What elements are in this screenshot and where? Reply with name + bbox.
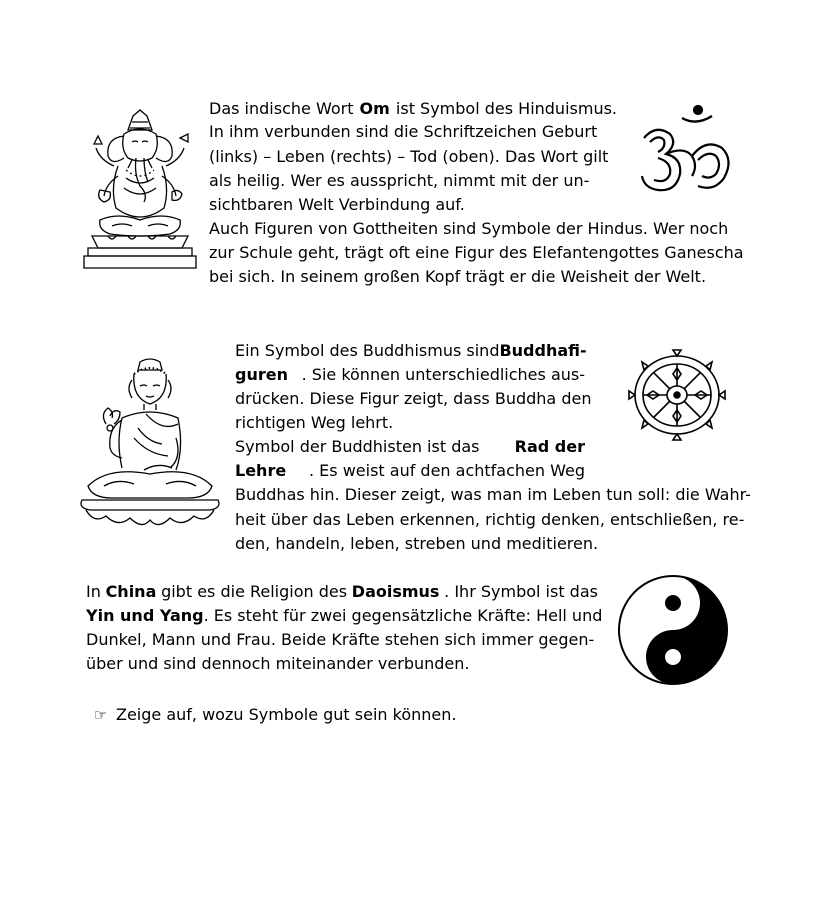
rad-der-lehre-term-end: Lehre [235, 461, 287, 480]
hinduism-line-8: bei sich. In seinem großen Kopf trägt er die Weisheit der Welt. [209, 267, 707, 286]
hinduism-line-5: sichtbaren Welt Verbindung auf. [209, 195, 465, 214]
wheel-of-dharma-icon [624, 346, 730, 444]
om-symbol-image [636, 104, 736, 200]
buddhism-line-7: Buddhas hin. Dieser zeigt, was man im Leben tun soll: die Wahr- [235, 485, 751, 504]
buddhism-line-4: richtigen Weg lehrt. [235, 413, 394, 432]
hinduism-line-6: Auch Figuren von Gottheiten sind Symbole der Hindus. Wer noch [209, 219, 729, 238]
rad-der-lehre-term: Rad der [514, 437, 585, 456]
buddhafiguren-term-end: guren [235, 365, 288, 384]
daoism-line-1 [86, 580, 598, 603]
pointing-hand-icon: ☞ [94, 706, 108, 724]
daoism-line-3: Dunkel, Mann und Frau. Beide Kräfte stehen sich immer gegen- [86, 630, 595, 649]
text: ist Symbol des Hinduismus. [395, 99, 617, 118]
task-text: Zeige auf, wozu Symbole gut sein können. [116, 705, 457, 724]
yin-yang-icon [614, 572, 732, 688]
text: Das indische Wort [209, 99, 354, 118]
hinduism-line-4: als heilig. Wer es ausspricht, nimmt mit der un- [209, 171, 590, 190]
hinduism-line-3: (links) – Leben (rechts) – Tod (oben). Das Wort gilt [209, 147, 609, 166]
buddhism-line-2 [235, 363, 585, 386]
hinduism-line-2: In ihm verbunden sind die Schriftzeichen Geburt [209, 122, 598, 141]
hinduism-line-7: zur Schule geht, trägt oft eine Figur des Elefantengottes Ganescha [209, 243, 744, 262]
task-line [94, 703, 456, 727]
text: In [86, 582, 101, 601]
ganesha-figure-image [78, 108, 202, 276]
buddhism-line-6 [235, 459, 585, 482]
hinduism-line-1 [209, 97, 617, 120]
buddhism-line-1 [235, 339, 585, 362]
buddhafiguren-term: Buddhafi- [499, 341, 587, 360]
buddhism-line-3: drücken. Diese Figur zeigt, dass Buddha den [235, 389, 592, 408]
daoism-line-2 [86, 604, 603, 627]
daoism-line-4: über und sind dennoch miteinander verbunden. [86, 654, 470, 673]
china-term: China [105, 582, 157, 601]
daoismus-term: Daoismus [351, 582, 440, 601]
text: . Es weist auf den achtfachen Weg [308, 461, 585, 480]
yin-yang-image [614, 572, 732, 688]
text: Ein Symbol des Buddhismus sind [235, 341, 500, 360]
text: . Es steht für zwei gegensätzliche Kräfte: Hell und [203, 606, 603, 625]
text: . Ihr Symbol ist das [444, 582, 598, 601]
buddhism-line-5 [235, 435, 585, 458]
text: . Sie können unterschiedliches aus- [301, 365, 585, 384]
dharma-wheel-image [624, 346, 730, 444]
yin-und-yang-term: Yin und Yang [86, 606, 204, 625]
buddhism-line-9: den, handeln, leben, streben und meditieren. [235, 534, 599, 553]
text: Symbol der Buddhisten ist das [235, 437, 480, 456]
buddha-figure-image [78, 358, 222, 534]
om-term: Om [359, 99, 390, 118]
text: gibt es die Religion des [161, 582, 348, 601]
buddhism-line-8: heit über das Leben erkennen, richtig denken, entschließen, re- [235, 510, 745, 529]
